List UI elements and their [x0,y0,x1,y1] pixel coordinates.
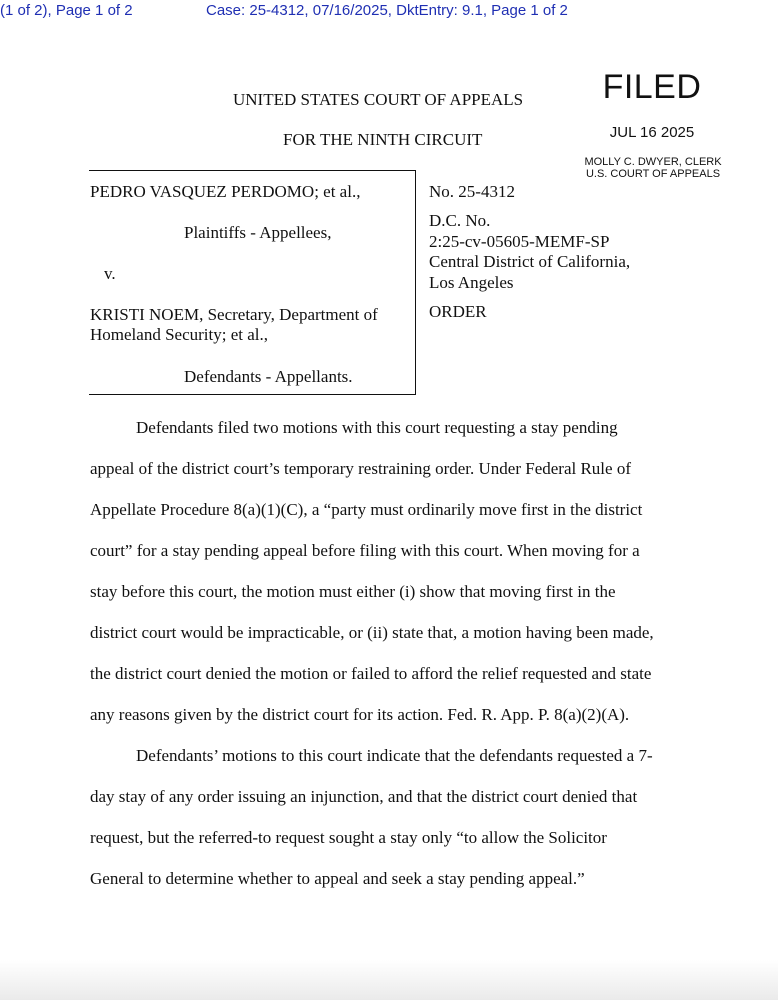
text-line: day stay of any order issuing an injunction, and that the district court denied that [90,787,638,806]
docket-entry-label: Case: 25-4312, 07/16/2025, DktEntry: 9.1, Page 1 of 2 [206,2,568,19]
clerk-name: MOLLY C. DWYER, CLERK [584,156,722,168]
text-line: Defendants’ motions to this court indicate that the defendants requested a 7- [136,746,653,765]
defendant-role: Defendants - Appellants. [184,367,353,386]
plaintiff-role: Plaintiffs - Appellees, [184,223,332,242]
text-line: stay before this court, the motion must either (i) show that moving first in the [90,582,616,601]
versus-label: v. [104,264,116,283]
case-number: No. 25-4312 [429,182,515,201]
district-name: Central District of California, [429,252,631,271]
circuit-name: FOR THE NINTH CIRCUIT [283,130,483,149]
text-line: Appellate Procedure 8(a)(1)(C), a “party must ordinarily move first in the district [90,500,643,519]
filed-date: JUL 16 2025 [609,124,695,141]
text-line: the district court denied the motion or failed to afford the relief requested and state [90,664,652,683]
district-city: Los Angeles [429,272,514,292]
text-line: General to determine whether to appeal and seek a stay pending appeal.” [90,869,585,888]
page-count-label: (1 of 2), Page 1 of 2 [0,2,133,19]
text-line: appeal of the district court’s temporary restraining order. Under Federal Rule of [90,459,631,478]
clerk-block [574,156,732,180]
text-line: any reasons given by the district court for its action. Fed. R. App. P. 8(a)(2)(A). [90,705,630,724]
text-line: court” for a stay pending appeal before filing with this court. When moving for a [90,541,640,560]
order-paragraph-2 [90,735,700,899]
pdf-page-header [0,2,778,24]
dc-number: 2:25-cv-05605-MEMF-SP [429,231,610,251]
dc-label: D.C. No. [429,211,491,230]
document-type: ORDER [429,302,487,321]
district-court-info [429,211,630,293]
text-line: Defendants filed two motions with this court requesting a stay pending [136,418,618,437]
defendant-name: KRISTI NOEM, Secretary, Department of Homeland Security; et al., [90,305,378,344]
page-bottom-edge [0,960,778,1000]
clerk-office: U.S. COURT OF APPEALS [585,168,721,180]
case-caption-box [89,170,416,395]
filed-label: FILED [602,68,702,106]
text-line: district court would be impracticable, or (ii) state that, a motion having been made, [90,623,654,642]
court-name: UNITED STATES COURT OF APPEALS [233,90,524,109]
text-line: request, but the referred-to request sought a stay only “to allow the Solicitor [90,828,607,847]
order-paragraph-1 [90,407,700,735]
plaintiff-name: PEDRO VASQUEZ PERDOMO; et al., [90,182,361,201]
